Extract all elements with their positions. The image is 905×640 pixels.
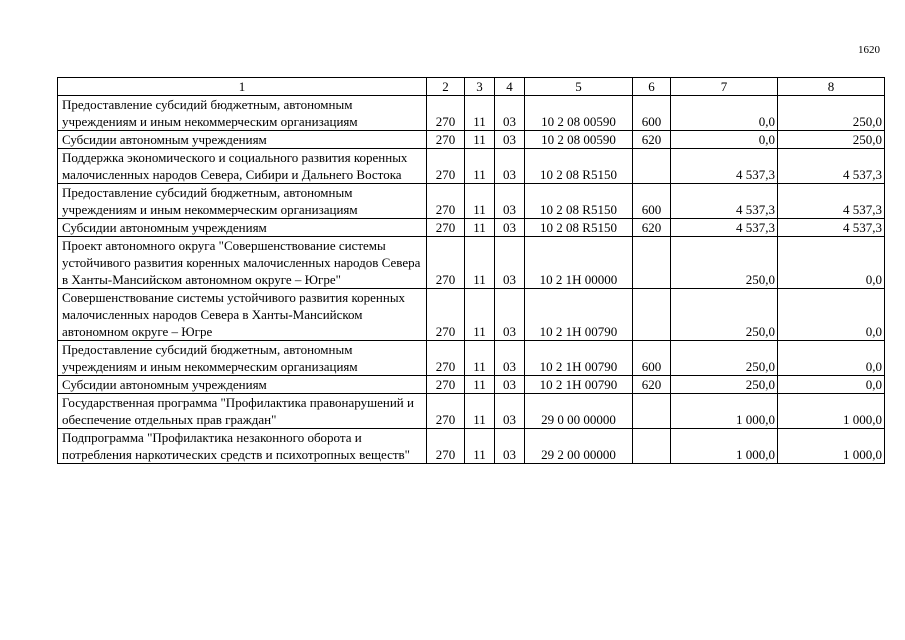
cell-target-article: 10 2 08 00590 xyxy=(525,131,633,149)
cell-amount-year1: 250,0 xyxy=(671,237,778,289)
cell-name: Совершенствование системы устойчивого развития коренных малочисленных народов Севера в Ханты-Мансийском автономном округе – Югре xyxy=(58,289,427,341)
cell-ministry: 270 xyxy=(427,341,465,376)
table-row xyxy=(58,341,885,376)
cell-amount-year1: 4 537,3 xyxy=(671,184,778,219)
cell-expense-type xyxy=(633,237,671,289)
cell-amount-year2: 0,0 xyxy=(778,341,885,376)
cell-target-article: 10 2 08 R5150 xyxy=(525,184,633,219)
cell-subsection: 03 xyxy=(495,149,525,184)
table-row xyxy=(58,394,885,429)
cell-name: Предоставление субсидий бюджетным, автономным учреждениям и иным некоммерческим организациям xyxy=(58,341,427,376)
cell-ministry: 270 xyxy=(427,96,465,131)
cell-expense-type xyxy=(633,394,671,429)
cell-expense-type xyxy=(633,149,671,184)
cell-expense-type: 600 xyxy=(633,341,671,376)
cell-expense-type xyxy=(633,429,671,464)
cell-amount-year1: 1 000,0 xyxy=(671,394,778,429)
cell-amount-year2: 250,0 xyxy=(778,131,885,149)
cell-target-article: 10 2 1Н 00790 xyxy=(525,289,633,341)
cell-subsection: 03 xyxy=(495,394,525,429)
cell-amount-year2: 1 000,0 xyxy=(778,429,885,464)
table-row xyxy=(58,237,885,289)
cell-amount-year2: 250,0 xyxy=(778,96,885,131)
page-number: 1620 xyxy=(858,44,880,56)
cell-subsection: 03 xyxy=(495,429,525,464)
table-row xyxy=(58,219,885,237)
cell-expense-type: 600 xyxy=(633,184,671,219)
cell-section: 11 xyxy=(465,184,495,219)
cell-amount-year2: 0,0 xyxy=(778,289,885,341)
column-header: 6 xyxy=(633,78,671,96)
cell-target-article: 10 2 1Н 00000 xyxy=(525,237,633,289)
cell-amount-year2: 4 537,3 xyxy=(778,184,885,219)
cell-amount-year2: 4 537,3 xyxy=(778,149,885,184)
cell-subsection: 03 xyxy=(495,219,525,237)
column-header: 4 xyxy=(495,78,525,96)
cell-ministry: 270 xyxy=(427,376,465,394)
cell-amount-year2: 1 000,0 xyxy=(778,394,885,429)
cell-amount-year1: 250,0 xyxy=(671,289,778,341)
cell-name: Предоставление субсидий бюджетным, автономным учреждениям и иным некоммерческим организациям xyxy=(58,96,427,131)
table-row xyxy=(58,96,885,131)
cell-subsection: 03 xyxy=(495,237,525,289)
cell-section: 11 xyxy=(465,131,495,149)
table-row xyxy=(58,131,885,149)
cell-amount-year1: 4 537,3 xyxy=(671,149,778,184)
cell-target-article: 10 2 08 R5150 xyxy=(525,149,633,184)
cell-amount-year1: 0,0 xyxy=(671,96,778,131)
cell-amount-year1: 1 000,0 xyxy=(671,429,778,464)
cell-name: Субсидии автономным учреждениям xyxy=(58,376,427,394)
cell-subsection: 03 xyxy=(495,376,525,394)
column-header: 7 xyxy=(671,78,778,96)
cell-target-article: 10 2 08 R5150 xyxy=(525,219,633,237)
cell-section: 11 xyxy=(465,429,495,464)
cell-section: 11 xyxy=(465,96,495,131)
cell-section: 11 xyxy=(465,237,495,289)
cell-expense-type: 620 xyxy=(633,219,671,237)
cell-name: Проект автономного округа "Совершенствование системы устойчивого развития коренных малочисленных народов Севера в Ханты-Мансийском автономном округе – Югре" xyxy=(58,237,427,289)
cell-ministry: 270 xyxy=(427,131,465,149)
cell-amount-year1: 250,0 xyxy=(671,341,778,376)
cell-name: Предоставление субсидий бюджетным, автономным учреждениям и иным некоммерческим организациям xyxy=(58,184,427,219)
cell-section: 11 xyxy=(465,394,495,429)
cell-target-article: 29 0 00 00000 xyxy=(525,394,633,429)
table-row xyxy=(58,289,885,341)
cell-target-article: 29 2 00 00000 xyxy=(525,429,633,464)
cell-amount-year2: 4 537,3 xyxy=(778,219,885,237)
cell-section: 11 xyxy=(465,289,495,341)
table-row xyxy=(58,184,885,219)
cell-amount-year2: 0,0 xyxy=(778,376,885,394)
cell-expense-type: 620 xyxy=(633,131,671,149)
cell-name: Субсидии автономным учреждениям xyxy=(58,219,427,237)
cell-subsection: 03 xyxy=(495,341,525,376)
cell-target-article: 10 2 1Н 00790 xyxy=(525,341,633,376)
cell-ministry: 270 xyxy=(427,237,465,289)
cell-name: Подпрограмма "Профилактика незаконного оборота и потребления наркотических средств и психотропных веществ" xyxy=(58,429,427,464)
cell-subsection: 03 xyxy=(495,289,525,341)
budget-table xyxy=(57,77,885,464)
cell-expense-type xyxy=(633,289,671,341)
table-row xyxy=(58,429,885,464)
cell-section: 11 xyxy=(465,149,495,184)
cell-expense-type: 600 xyxy=(633,96,671,131)
cell-target-article: 10 2 1Н 00790 xyxy=(525,376,633,394)
cell-amount-year2: 0,0 xyxy=(778,237,885,289)
column-header: 3 xyxy=(465,78,495,96)
cell-target-article: 10 2 08 00590 xyxy=(525,96,633,131)
cell-amount-year1: 4 537,3 xyxy=(671,219,778,237)
table-row xyxy=(58,376,885,394)
column-header: 5 xyxy=(525,78,633,96)
cell-subsection: 03 xyxy=(495,184,525,219)
cell-section: 11 xyxy=(465,219,495,237)
cell-ministry: 270 xyxy=(427,149,465,184)
cell-name: Поддержка экономического и социального развития коренных малочисленных народов Севера, Сибири и Дальнего Востока xyxy=(58,149,427,184)
table-header-row xyxy=(58,78,885,96)
cell-ministry: 270 xyxy=(427,184,465,219)
cell-name: Субсидии автономным учреждениям xyxy=(58,131,427,149)
cell-section: 11 xyxy=(465,376,495,394)
cell-subsection: 03 xyxy=(495,131,525,149)
table-row xyxy=(58,149,885,184)
cell-amount-year1: 0,0 xyxy=(671,131,778,149)
cell-ministry: 270 xyxy=(427,219,465,237)
cell-expense-type: 620 xyxy=(633,376,671,394)
cell-subsection: 03 xyxy=(495,96,525,131)
cell-ministry: 270 xyxy=(427,289,465,341)
cell-name: Государственная программа "Профилактика правонарушений и обеспечение отдельных прав граждан" xyxy=(58,394,427,429)
column-header: 8 xyxy=(778,78,885,96)
cell-ministry: 270 xyxy=(427,394,465,429)
cell-section: 11 xyxy=(465,341,495,376)
cell-ministry: 270 xyxy=(427,429,465,464)
cell-amount-year1: 250,0 xyxy=(671,376,778,394)
column-header: 1 xyxy=(58,78,427,96)
column-header: 2 xyxy=(427,78,465,96)
